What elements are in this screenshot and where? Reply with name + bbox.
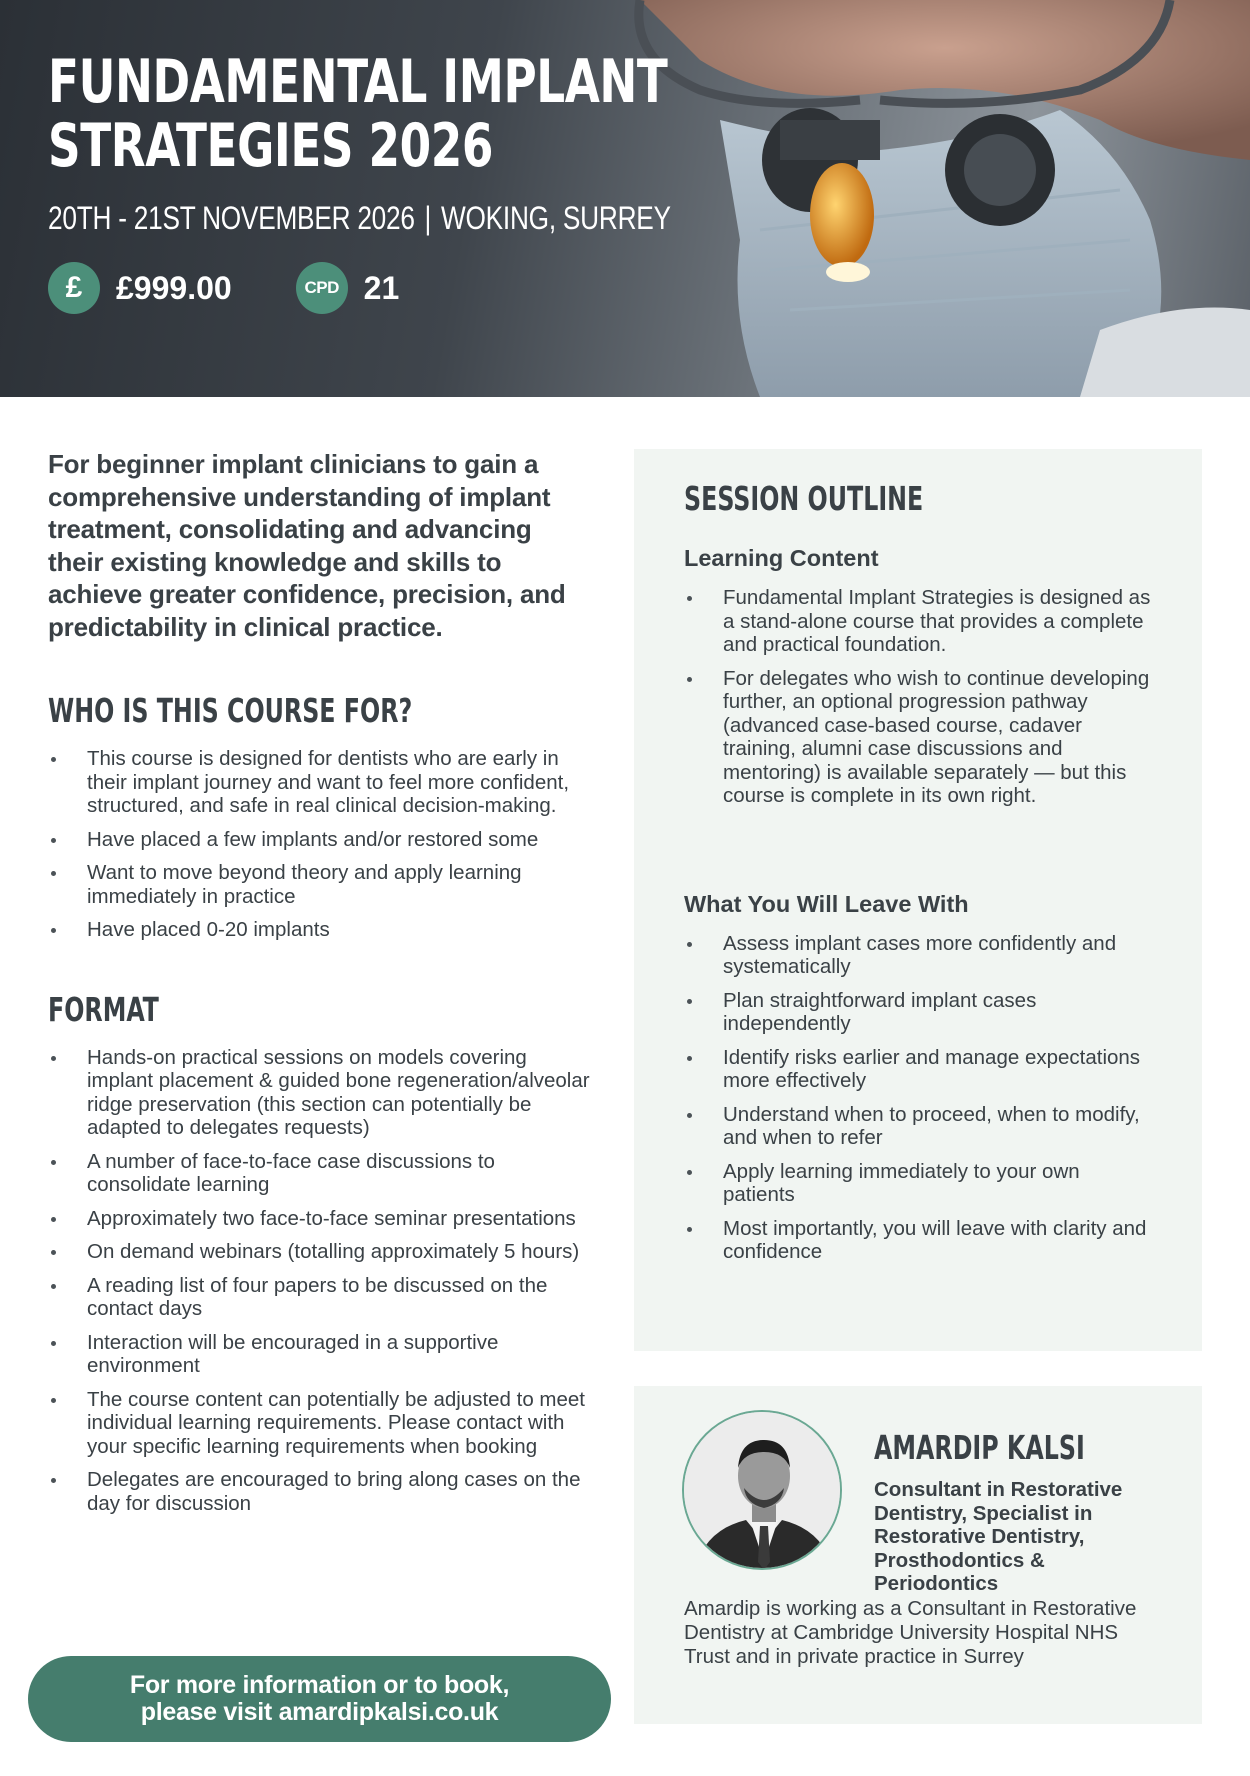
hero-banner (0, 0, 1250, 397)
who-heading: WHO IS THIS COURSE FOR? (48, 691, 413, 730)
learning-content-heading: Learning Content (684, 545, 879, 571)
list-item: Delegates are encouraged to bring along cases on the day for discussion (48, 1468, 593, 1515)
speaker-bio: Amardip is working as a Consultant in Restorative Dentistry at Cambridge University Hospital NHS Trust and in private practice in Surrey (684, 1597, 1137, 1668)
list-item: Most importantly, you will leave with clarity and confidence (684, 1217, 1154, 1264)
leave-with-list (684, 932, 1154, 1264)
course-title: FUNDAMENTAL IMPLANT STRATEGIES 2026 (48, 47, 668, 181)
format-heading: FORMAT (48, 989, 159, 1029)
session-outline-heading: SESSION OUTLINE (684, 479, 924, 518)
list-item: Fundamental Implant Strategies is designed as a stand-alone course that provides a complete and practical foundation. (684, 586, 1154, 657)
leave-with-heading: What You Will Leave With (684, 890, 969, 917)
speaker-portrait-icon (684, 1412, 842, 1570)
left-column (48, 448, 593, 1525)
list-item: Approximately two face-to-face seminar presentations (48, 1207, 593, 1231)
course-price: £999.00 (116, 269, 232, 306)
list-item: Identify risks earlier and manage expectations more effectively (684, 1046, 1154, 1093)
cpd-icon: CPD (296, 262, 348, 314)
list-item: On demand webinars (totalling approximately 5 hours) (48, 1240, 593, 1264)
cpd-hours: 21 (363, 269, 400, 306)
list-item: Have placed a few implants and/or restored some (48, 828, 593, 852)
list-item: Apply learning immediately to your own patients (684, 1160, 1154, 1207)
course-dates-location (48, 198, 688, 238)
speaker-name: AMARDIP KALSI (874, 1428, 1085, 1467)
list-item: This course is designed for dentists who are early in their implant journey and want to feel more confident, structured, and safe in real clinical decision-making. (48, 747, 593, 818)
list-item: For delegates who wish to continue developing further, an optional progression pathway (advanced case-based course, cadaver training, alumni case discussions and mentoring) is available separately — but this course is complete in its own right. (684, 667, 1154, 808)
learning-content-list (684, 586, 1154, 808)
list-item: Assess implant cases more confidently and systematically (684, 932, 1154, 979)
cta-line-2: please visit amardipkalsi.co.uk (140, 1698, 499, 1726)
list-item: Want to move beyond theory and apply learning immediately in practice (48, 861, 593, 908)
course-location: WOKING, SURREY (440, 200, 671, 236)
speaker-role: Consultant in Restorative Dentistry, Specialist in Restorative Dentistry, Prosthodontics & Periodontics (874, 1478, 1123, 1595)
separator: | (424, 200, 432, 236)
speaker-panel (634, 1386, 1202, 1724)
cta-line-1: For more information or to book, (129, 1671, 510, 1699)
pound-icon: £ (48, 262, 100, 314)
list-item: A number of face-to-face case discussions to consolidate learning (48, 1150, 593, 1197)
avatar (682, 1410, 842, 1570)
list-item: Hands-on practical sessions on models covering implant placement & guided bone regeneration/alveolar ridge preservation (this section can potentially be adapted to delegates requests) (48, 1046, 593, 1140)
session-outline-panel (634, 449, 1202, 1351)
intro-text: For beginner implant clinicians to gain a comprehensive understanding of implant treatment, consolidating and advancing their existing knowledge and skills to achieve greater confidence, precision, and predictability in clinical practice. (48, 449, 566, 642)
list-item: Have placed 0-20 implants (48, 918, 593, 942)
course-dates: 20TH - 21ST NOVEMBER 2026 (48, 200, 415, 236)
list-item: A reading list of four papers to be discussed on the contact days (48, 1274, 593, 1321)
list-item: Understand when to proceed, when to modify, and when to refer (684, 1103, 1154, 1150)
who-list (48, 747, 593, 942)
list-item: The course content can potentially be adjusted to meet individual learning requirements. Please contact with your specific learning requirements when booking (48, 1388, 593, 1459)
format-list (48, 1046, 593, 1516)
course-meta (48, 262, 399, 314)
list-item: Interaction will be encouraged in a supportive environment (48, 1331, 593, 1378)
booking-cta-button[interactable] (28, 1656, 611, 1742)
list-item: Plan straightforward implant cases independently (684, 989, 1154, 1036)
hero-text (48, 47, 688, 238)
